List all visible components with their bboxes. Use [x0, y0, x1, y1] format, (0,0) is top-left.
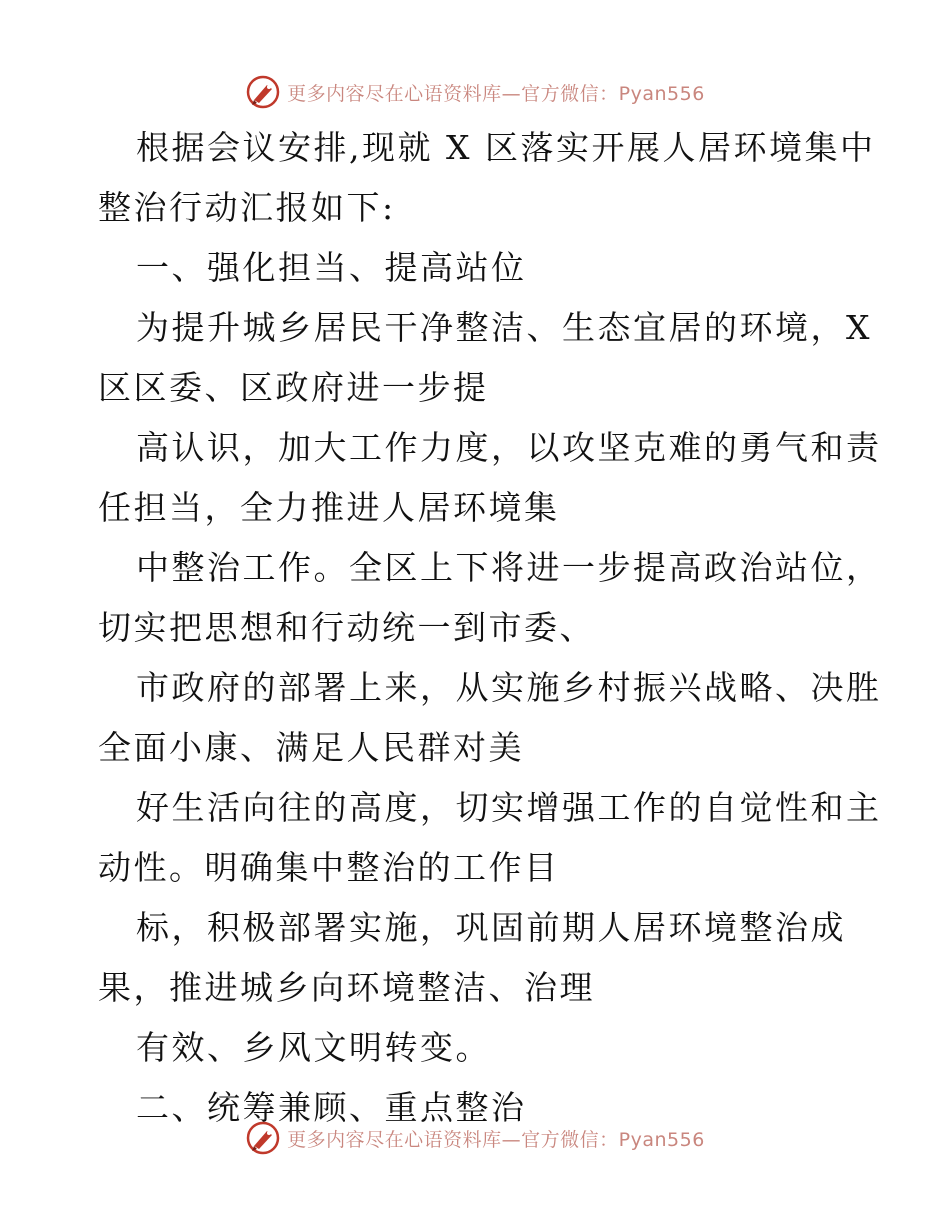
header-watermark: [0, 72, 950, 112]
pen-logo-icon: [245, 74, 281, 110]
document-body: [98, 118, 882, 1138]
body-text-line: 市政府的部署上来，从实施乡村振兴战略、决胜: [136, 668, 882, 707]
footer-watermark: [0, 1118, 950, 1158]
body-text-line: 二、统筹兼顾、重点整治: [136, 1088, 527, 1127]
body-text-line: 动性。明确集中整治的工作目: [98, 848, 560, 887]
body-text-line: 任担当，全力推进人居环境集: [98, 488, 560, 527]
body-text-line: 果，推进城乡向环境整洁、治理: [98, 968, 595, 1007]
body-text-line: 全面小康、满足人民群对美: [98, 728, 524, 767]
watermark-text: 更多内容尽在心语资料库—官方微信：Pyan556: [287, 1128, 705, 1151]
body-text-line: 切实把思想和行动统一到市委、: [98, 608, 595, 647]
body-text-line: 高认识，加大工作力度，以攻坚克难的勇气和责: [136, 428, 882, 467]
body-text-line: 区区委、区政府进一步提: [98, 368, 489, 407]
body-text-line: 一、强化担当、提高站位: [136, 248, 527, 287]
body-text-line: 有效、乡风文明转变。: [136, 1028, 491, 1067]
body-text-line: 根据会议安排,现就 X 区落实开展人居环境集中: [136, 128, 876, 167]
body-text-line: 为提升城乡居民干净整洁、生态宜居的环境，X: [136, 308, 872, 347]
body-text-line: 好生活向往的高度，切实增强工作的自觉性和主: [136, 788, 882, 827]
pen-logo-icon: [245, 1120, 281, 1156]
body-text-line: 整治行动汇报如下:: [98, 188, 396, 227]
body-text-line: 中整治工作。全区上下将进一步提高政治站位，: [136, 548, 882, 587]
watermark-text: 更多内容尽在心语资料库—官方微信：Pyan556: [287, 82, 705, 105]
body-text-line: 标，积极部署实施，巩固前期人居环境整治成: [136, 908, 846, 947]
